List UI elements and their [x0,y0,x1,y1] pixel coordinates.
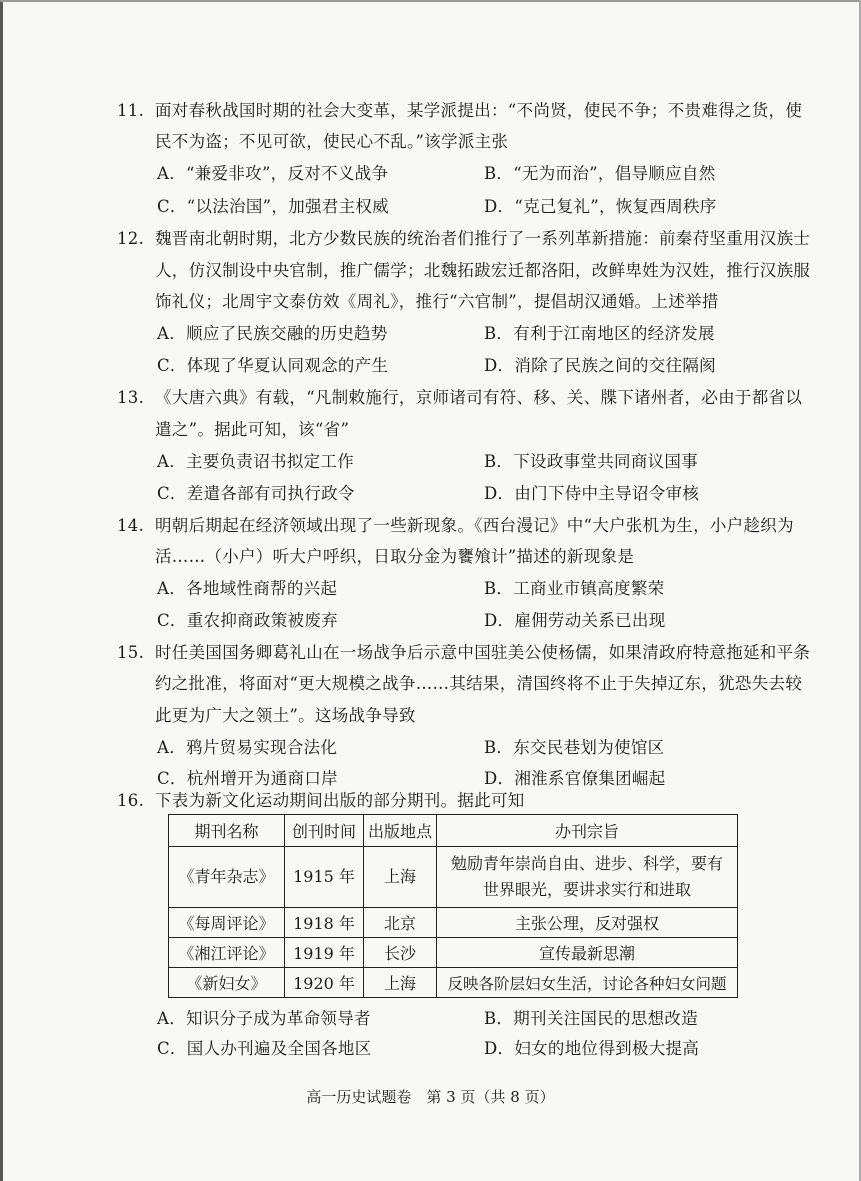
option-d[interactable]: D．由门下侍中主导诏令审核 [484,484,700,503]
table-cell: 宣传最新思潮 [437,938,738,968]
question-stem-line: 明朝后期起在经济领域出现了一些新现象。《西台漫记》中“大户张机为生，小户趁织为 [155,516,794,535]
table-header-row [169,815,738,847]
question-stem-line: 约之批准，将面对“更大规模之战争……其结果，清国终将不止于失掉辽东，犹恐失去较 [155,674,803,693]
option-a[interactable]: A．“兼爱非攻”，反对不义战争 [157,164,389,183]
table-cell: 主张公理，反对强权 [437,908,738,938]
option-a[interactable]: A．主要负责诏书拟定工作 [157,452,355,471]
table-cell: 《湘江评论》 [169,938,285,968]
table-cell: 《青年杂志》 [169,847,285,908]
option-d[interactable]: D．消除了民族之间的交往隔阂 [484,356,716,375]
table-cell: 北京 [364,908,437,938]
option-b[interactable]: B．期刊关注国民的思想改造 [484,1009,699,1028]
table-header-cell: 期刊名称 [169,815,285,847]
question-stem-line: 面对春秋战国时期的社会大变革，某学派提出：“不尚贤，使民不争；不贵难得之货，使 [155,101,803,120]
table-cell: 《每周评论》 [169,908,285,938]
table-cell: 1918 年 [285,908,364,938]
option-c[interactable]: C．体现了华夏认同观念的产生 [157,356,389,375]
table-row [169,968,738,998]
option-c[interactable]: C．国人办刊遍及全国各地区 [157,1039,372,1058]
question-number: 14. [117,516,145,535]
option-d[interactable]: D．雇佣劳动关系已出现 [484,611,666,630]
option-a[interactable]: A．各地域性商帮的兴起 [157,579,338,598]
question-stem-line: 遣之”。据此可知，该“省” [155,420,350,439]
table-cell: 1919 年 [285,938,364,968]
question-stem-line: 此更为广大之领土”。这场战争导致 [155,706,416,725]
table-cell: 长沙 [364,938,437,968]
table-header-cell: 创刊时间 [285,815,364,847]
table-cell: 1915 年 [285,847,364,908]
table-cell: 上海 [364,847,437,908]
option-c[interactable]: C．“以法治国”，加强君主权威 [157,197,389,216]
question-stem-line: 饰礼仪；北周宇文泰仿效《周礼》，推行“六官制”，提倡胡汉通婚。上述举措 [155,292,719,311]
option-b[interactable]: B．工商业市镇高度繁荣 [484,579,665,598]
option-c[interactable]: C．重农抑商政策被废弃 [157,611,338,630]
table-cell-line: 世界眼光，要讲求实行和进取 [482,880,691,899]
option-b[interactable]: B．“无为而治”，倡导顺应自然 [484,164,716,183]
question-number: 13. [117,388,145,407]
table-cell: 1920 年 [285,968,364,998]
table-row [169,938,738,968]
page-footer: 高一历史试题卷 第 3 页（共 8 页） [306,1088,555,1106]
table-header-cell: 出版地点 [364,815,437,847]
question-stem-line: 下表为新文化运动期间出版的部分期刊。据此可知 [155,791,525,810]
question-stem-line: 时任美国国务卿葛礼山在一场战争后示意中国驻美公使杨儒，如果清政府特意拖延和平条 [155,643,811,662]
option-a[interactable]: A．鸦片贸易实现合法化 [157,738,338,757]
question-stem-line: 魏晋南北朝时期，北方少数民族的统治者们推行了一系列革新措施：前秦苻坚重用汉族士 [155,229,811,248]
option-d[interactable]: D．妇女的地位得到极大提高 [484,1039,700,1058]
question-stem-line: 人，仿汉制设中央官制，推广儒学；北魏拓跋宏迁都洛阳，改鲜卑姓为汉姓，推行汉族服 [155,261,811,280]
question-number: 12. [117,229,145,248]
table-cell-line: 勉励青年崇尚自由、进步、科学，要有 [450,854,723,873]
scan-edge-left [0,0,3,1181]
option-b[interactable]: B．有利于江南地区的经济发展 [484,324,715,343]
option-b[interactable]: B．下设政事堂共同商议国事 [484,452,699,471]
option-c[interactable]: C．差遣各部有司执行政令 [157,484,355,503]
periodicals-table [168,814,738,998]
option-c[interactable]: C．杭州增开为通商口岸 [157,769,338,788]
scan-edge-top [0,0,861,2]
question-number: 16. [117,791,145,810]
table-row [169,908,738,938]
question-stem-line: 活……（小户）听大户呼织，日取分金为饔飧计”描述的新现象是 [155,547,635,566]
option-a[interactable]: A．知识分子成为革命领导者 [157,1009,371,1028]
table-cell-multiline [437,847,738,908]
question-number: 11. [117,101,145,120]
table-cell: 反映各阶层妇女生活，讨论各种妇女问题 [437,968,738,998]
option-d[interactable]: D．“克己复礼”，恢复西周秩序 [484,197,717,216]
question-stem-line: 民不为盗；不见可欲，使民心不乱。”该学派主张 [155,132,509,151]
table-cell: 上海 [364,968,437,998]
question-number: 15. [117,643,145,662]
option-a[interactable]: A．顺应了民族交融的历史趋势 [157,324,388,343]
option-d[interactable]: D．湘淮系官僚集团崛起 [484,769,666,788]
option-b[interactable]: B．东交民巷划为使馆区 [484,738,665,757]
table-cell: 《新妇女》 [169,968,285,998]
table-row [169,847,738,908]
table-header-cell: 办刊宗旨 [437,815,738,847]
question-stem-line: 《大唐六典》有载，“凡制敕施行，京师诸司有符、移、关、牒下诸州者，必由于都省以 [155,388,803,407]
